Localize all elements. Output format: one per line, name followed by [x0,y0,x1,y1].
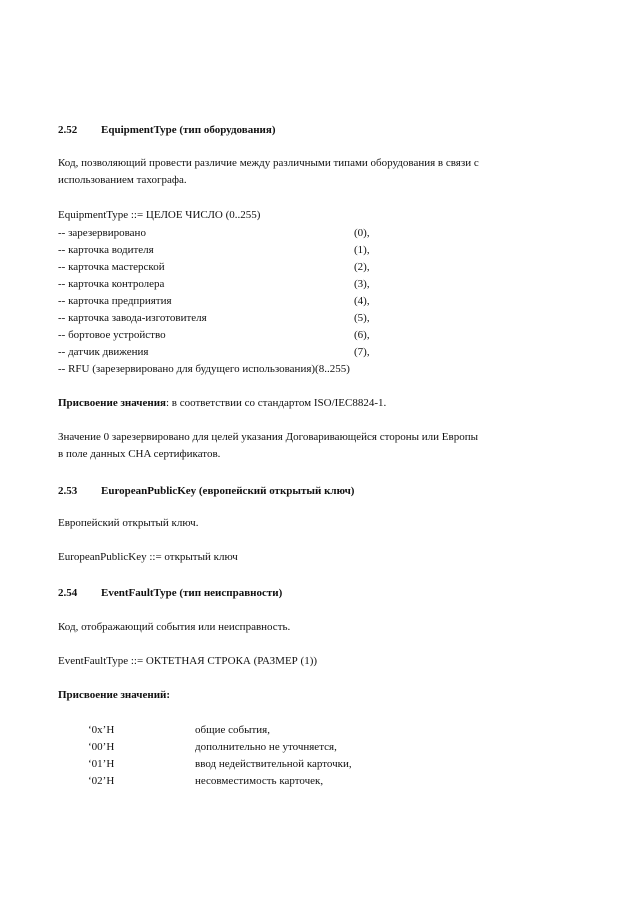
list-item-value: (6), [354,329,370,341]
list-item-label: -- датчик движения [58,346,149,358]
value-assignment-heading: Присвоение значений: [58,689,171,701]
list-item-value: (2), [354,261,370,273]
code-meaning: общие события, [195,724,270,736]
note-line-2: в поле данных CHA сертификатов. [58,448,221,460]
section-title-equipment-type: EquipmentType (тип оборудования) [101,124,276,136]
list-item-label: -- карточка мастерской [58,261,165,273]
equipment-type-definition: EquipmentType ::= ЦЕЛОЕ ЧИСЛО (0..255) [58,209,261,221]
list-item-label: -- карточка водителя [58,244,154,256]
section-number-2-52: 2.52 [58,124,78,136]
section-number-2-53: 2.53 [58,485,78,497]
european-public-key-definition: EuropeanPublicKey ::= открытый ключ [58,551,238,563]
list-item-label: -- бортовое устройство [58,329,166,341]
code-meaning: ввод недействительной карточки, [195,758,352,770]
list-item-value: (1), [354,244,370,256]
code-value: ‘0x’H [88,724,115,736]
list-item-value: (4), [354,295,370,307]
list-item-value: (5), [354,312,370,324]
section-number-2-54: 2.54 [58,587,78,599]
list-item-value: (7), [354,346,370,358]
equipment-type-description-line-2: использованием тахографа. [58,174,187,186]
note-line-1: Значение 0 зарезервировано для целей указания Договаривающейся стороны или Европы [58,431,478,443]
list-item-label: -- зарезервировано [58,227,146,239]
list-item-value: (3), [354,278,370,290]
code-meaning: дополнительно не уточняется, [195,741,337,753]
value-assignment-label: Присвоение значения [58,397,166,409]
event-fault-type-description: Код, отображающий события или неисправность. [58,621,291,633]
section-title-european-public-key: EuropeanPublicKey (европейский открытый ключ) [101,485,355,497]
code-value: ‘01’H [88,758,115,770]
section-title-event-fault-type: EventFaultType (тип неисправности) [101,587,283,599]
equipment-type-description-line-1: Код, позволяющий провести различие между различными типами оборудования в связи с [58,157,479,169]
code-meaning: несовместимость карточек, [195,775,324,787]
list-item-label: -- карточка контролера [58,278,165,290]
list-item-label: -- карточка завода-изготовителя [58,312,207,324]
list-item-rfu: -- RFU (зарезервировано для будущего использования)(8..255) [58,363,350,375]
european-public-key-description: Европейский открытый ключ. [58,517,199,529]
code-value: ‘00’H [88,741,115,753]
code-value: ‘02’H [88,775,115,787]
value-assignment-text: : в соответствии со стандартом ISO/IEC8824-1. [165,397,387,409]
event-fault-type-definition: EventFaultType ::= ОКТЕТНАЯ СТРОКА (РАЗМЕР (1)) [58,655,318,667]
list-item-label: -- карточка предприятия [58,295,172,307]
list-item-value: (0), [354,227,370,239]
value-assignment-paragraph [58,398,386,409]
